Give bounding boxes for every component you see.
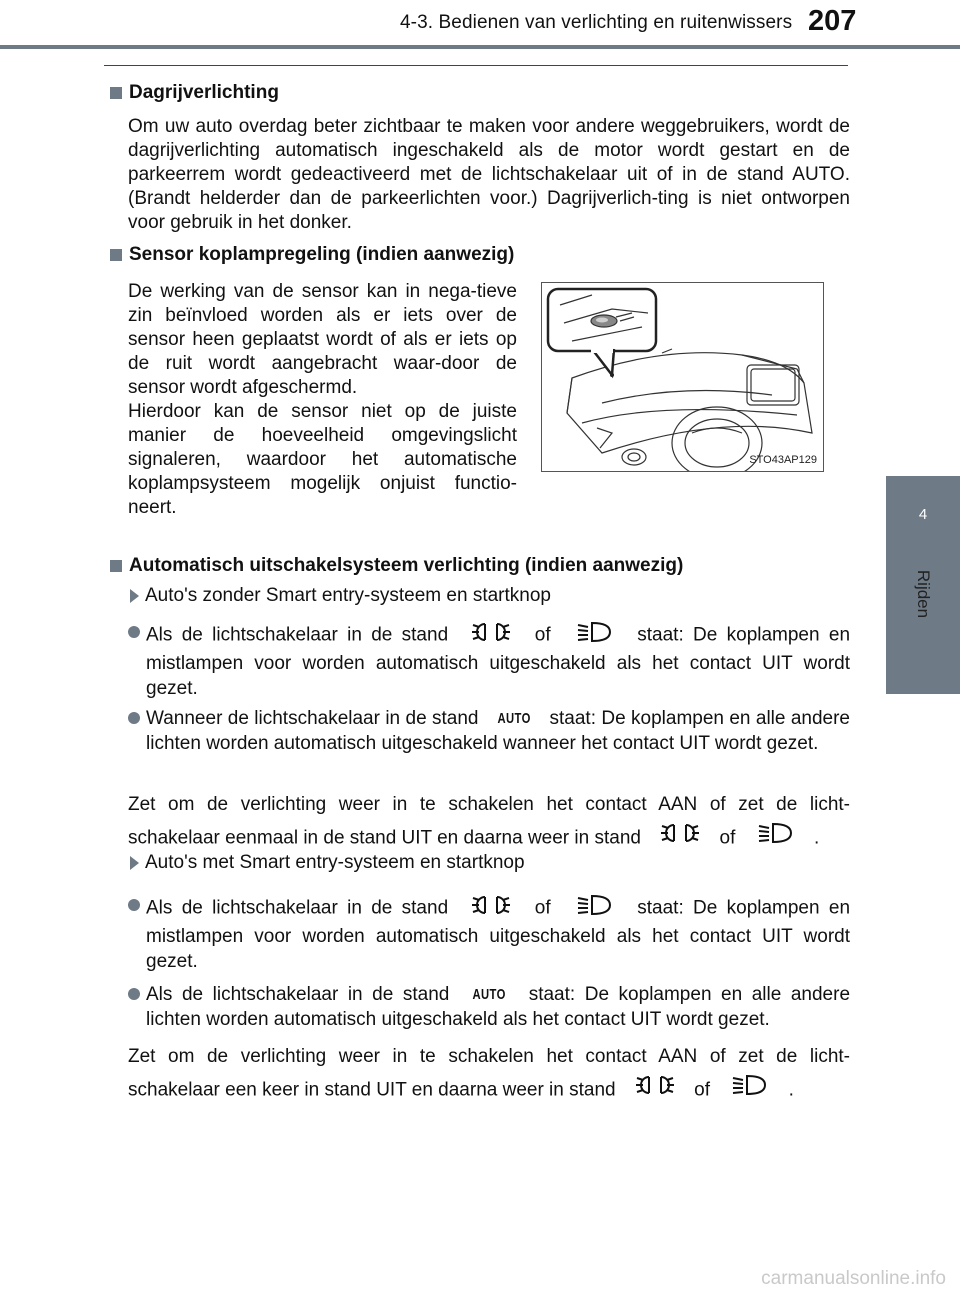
- bullet-icon: [128, 899, 140, 911]
- bullet-text: staat: De koplampen en alle andere lichten worden automatisch uitgeschakeld wanneer het contact UIT wordt gezet.: [146, 708, 850, 755]
- subheading-with-smart: [130, 852, 525, 874]
- note-without-smart: [128, 788, 850, 856]
- parking-light-icon: [635, 1073, 675, 1108]
- section-title-text: Dagrijverlichting: [129, 82, 279, 103]
- note-line-2: [128, 821, 850, 856]
- watermark: carmanualsonline.info: [761, 1268, 946, 1289]
- subheading-text: Auto's met Smart entry-systeem en startknop: [145, 852, 525, 873]
- bullet-without-smart-2: [128, 706, 850, 756]
- chapter-number: 4: [918, 506, 928, 523]
- section-auto-off-title: [110, 555, 683, 577]
- bullet-text-of: of: [534, 624, 551, 646]
- drl-paragraph: Om uw auto overdag beter zichtbaar te maken voor andere weggebruikers, wordt de dagrijverlichting automatisch ingeschakeld als de motor wordt gestart en de parkeerrem wordt gedeactiveerd met de lichtschakelaar uit of in de stand AUTO. (Brandt helderder dan de parkeerlichten voor.) Dagrijverlich-ting is niet ontworpen voor gebruik in het donker.: [128, 116, 850, 233]
- section-marker-icon: [110, 249, 122, 261]
- bullet-icon: [128, 988, 140, 1000]
- bullet-text: staat: De koplampen en alle andere lichten worden automatisch uitgeschakeld als het contact UIT wordt gezet.: [146, 984, 851, 1031]
- note-text-of: of: [694, 1079, 711, 1101]
- note-text-end: .: [813, 827, 820, 849]
- headlight-icon: [755, 821, 795, 856]
- chapter-label: Rijden: [914, 569, 933, 619]
- section-title-text: Automatisch uitschakelsysteem verlichting (indien aanwezig): [129, 555, 684, 576]
- bullet-icon: [128, 626, 140, 638]
- bullet-text: Als de lichtschakelaar in de stand: [146, 984, 450, 1005]
- note-line-1: Zet om de verlichting weer in te schakelen het contact AAN of zet de licht-: [128, 1046, 850, 1067]
- bullet-text-of: of: [534, 897, 551, 919]
- note-with-smart: [128, 1040, 850, 1108]
- parking-light-icon: [471, 620, 511, 651]
- header-rule: [0, 45, 960, 49]
- parking-light-icon: [471, 893, 511, 924]
- parking-light-icon: [660, 821, 700, 856]
- sensor-paragraph-1: De werking van de sensor kan in nega-tieve zin beïnvloed worden als er iets over de sensor heen geplaatst wordt of als er iets op de ruit wordt aangebracht waar-door de sensor wordt afgeschermd.: [128, 281, 517, 398]
- bullet-with-smart-1: [128, 893, 850, 974]
- bullet-text: staat: De koplampen en mistlampen voor worden automatisch uitgeschakeld als het contact UIT wordt gezet.: [146, 897, 851, 972]
- dashboard-illustration: [542, 283, 823, 471]
- section-drl-title: [110, 82, 279, 104]
- figure-code: STO43AP129: [749, 454, 817, 466]
- bullet-text: Wanneer de lichtschakelaar in de stand: [146, 708, 479, 729]
- arrow-marker-icon: [130, 856, 139, 870]
- auto-symbol: AUTO: [497, 710, 531, 728]
- note-line-1: Zet om de verlichting weer in te schakelen het contact AAN of zet de licht-: [128, 794, 850, 815]
- bullet-with-smart-2: [128, 982, 850, 1032]
- headlight-icon: [574, 893, 614, 924]
- note-text-of: of: [719, 827, 736, 849]
- section-sensor-title: [110, 244, 514, 266]
- header-divider: [104, 65, 848, 66]
- header-title: 4-3. Bedienen van verlichting en ruitenwissers: [400, 12, 793, 33]
- sensor-location-figure: [541, 282, 824, 472]
- headlight-icon: [729, 1073, 769, 1108]
- headlight-icon: [574, 620, 614, 651]
- bullet-text: staat: De koplampen en mistlampen voor worden automatisch uitgeschakeld als het contact UIT wordt gezet.: [146, 624, 851, 699]
- bullet-text: Als de lichtschakelaar in de stand: [146, 624, 449, 646]
- auto-symbol: AUTO: [472, 986, 506, 1004]
- section-marker-icon: [110, 560, 122, 572]
- page-number: 207: [808, 5, 857, 37]
- bullet-without-smart-1: [128, 620, 850, 701]
- sensor-paragraph-2: Hierdoor kan de sensor niet op de juiste manier de hoeveelheid omgevingslicht signaleren, waardoor het automatische koplampsysteem mogelijk onjuist functio-neert.: [128, 401, 517, 518]
- section-title-text: Sensor koplampregeling (indien aanwezig): [129, 244, 515, 265]
- subheading-without-smart: [130, 585, 551, 607]
- section-marker-icon: [110, 87, 122, 99]
- note-text: schakelaar een keer in stand UIT en daarna weer in stand: [128, 1079, 616, 1101]
- arrow-marker-icon: [130, 589, 139, 603]
- note-text: schakelaar eenmaal in de stand UIT en daarna weer in stand: [128, 827, 641, 849]
- bullet-icon: [128, 712, 140, 724]
- bullet-text: Als de lichtschakelaar in de stand: [146, 897, 449, 919]
- note-text-end: .: [788, 1079, 794, 1101]
- note-line-2: [128, 1073, 850, 1108]
- subheading-text: Auto's zonder Smart entry-systeem en startknop: [145, 585, 551, 606]
